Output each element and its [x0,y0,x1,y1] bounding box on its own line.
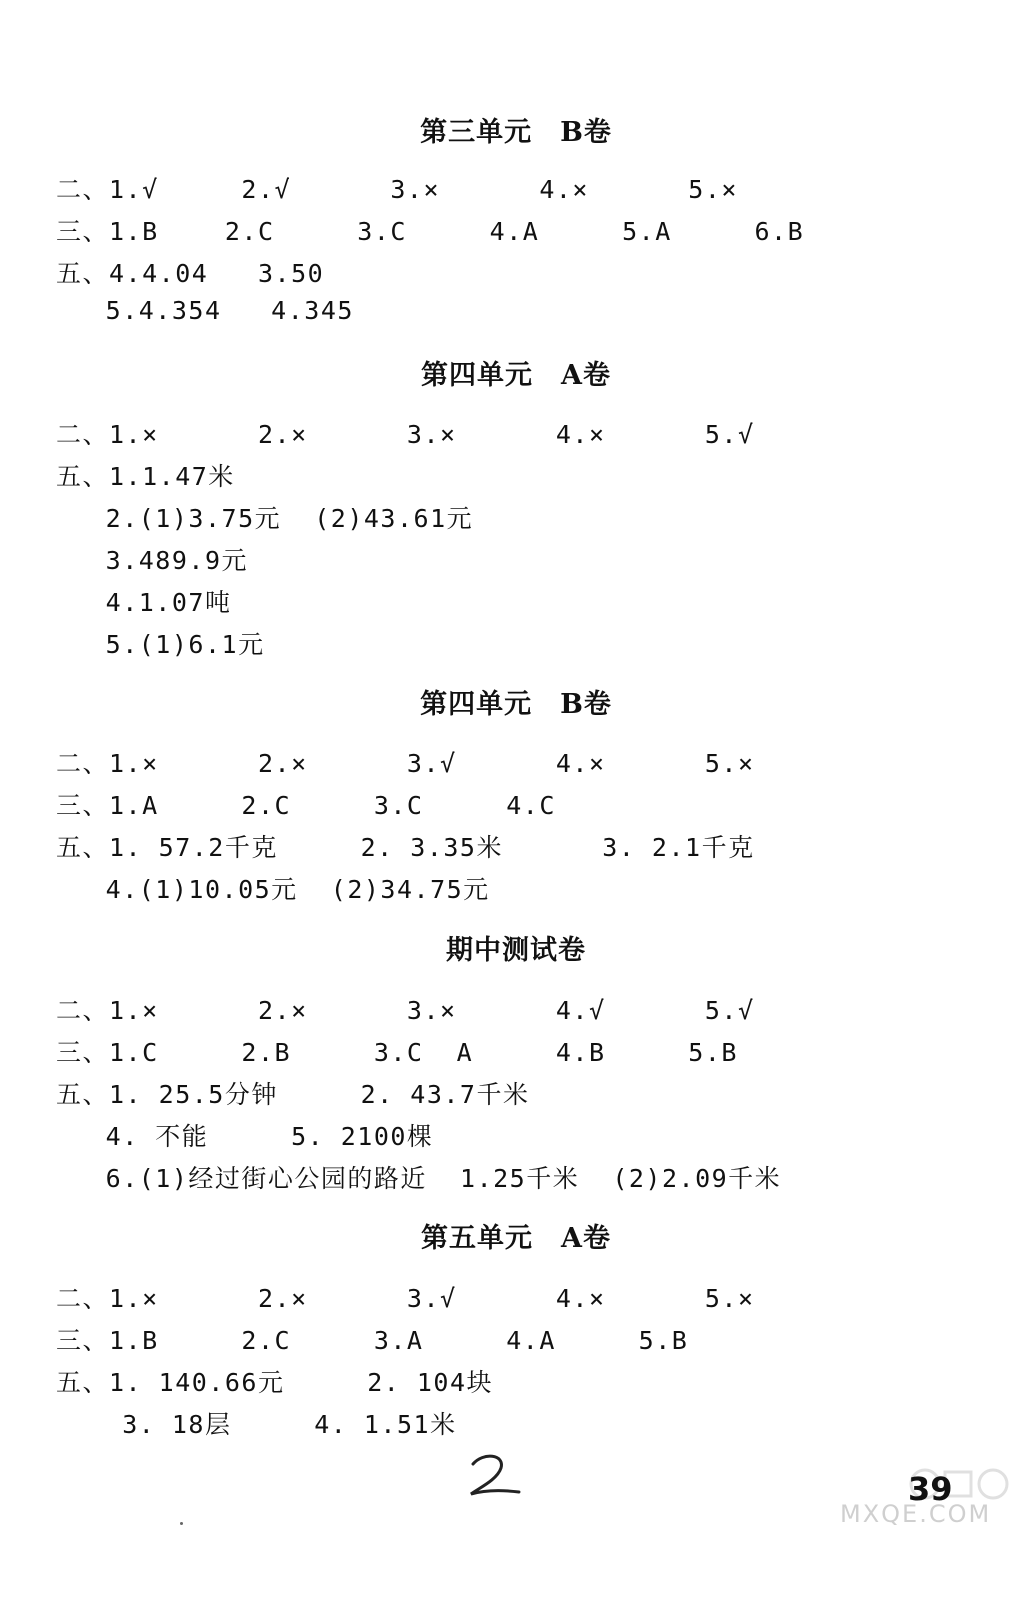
answer-line: 三、1.C 2.B 3.C A 4.B 5.B [56,1038,738,1067]
section-title: 第四单元 A卷 [421,360,611,391]
answer-line: 4. 不能 5. 2100棵 [56,1122,434,1151]
section-title: 期中测试卷 [446,935,586,966]
answer-line: 三、1.A 2.C 3.C 4.C [56,791,556,820]
answer-line: 二、1.√ 2.√ 3.× 4.× 5.× [56,175,738,204]
answer-line: 4.(1)10.05元 (2)34.75元 [56,875,490,904]
answer-line: 二、1.× 2.× 3.× 4.× 5.√ [56,420,755,449]
answer-line: 3. 18层 4. 1.51米 [56,1410,457,1439]
answer-line: 五、4.4.04 3.50 [56,259,325,288]
answer-line: 二、1.× 2.× 3.√ 4.× 5.× [56,1284,755,1313]
answer-line: 三、1.B 2.C 3.C 4.A 5.A 6.B [56,217,805,246]
answer-line: 3.489.9元 [56,546,249,575]
watermark-text: MXQE.COM [840,1500,992,1528]
section-title: 第五单元 A卷 [421,1223,611,1254]
section-title: 第四单元 B卷 [420,689,612,720]
stray-dot [180,1522,183,1525]
answer-line: 二、1.× 2.× 3.× 4.√ 5.√ [56,996,755,1025]
answer-line: 6.(1)经过街心公园的路近 1.25千米 (2)2.09千米 [56,1164,782,1193]
handwritten-mark [465,1450,525,1500]
answer-line: 五、1.1.47米 [56,462,235,491]
answer-line: 二、1.× 2.× 3.√ 4.× 5.× [56,749,755,778]
page-number: 39 [908,1470,953,1508]
section-title: 第三单元 B卷 [420,117,612,148]
answer-line: 2.(1)3.75元 (2)43.61元 [56,504,474,533]
answer-line: 五、1. 57.2千克 2. 3.35米 3. 2.1千克 [56,833,755,862]
answer-line: 5.4.354 4.345 [56,296,354,325]
answer-line: 4.1.07吨 [56,588,232,617]
answer-line: 五、1. 25.5分钟 2. 43.7千米 [56,1080,530,1109]
answer-line: 5.(1)6.1元 [56,630,265,659]
answer-line: 三、1.B 2.C 3.A 4.A 5.B [56,1326,689,1355]
answer-line: 五、1. 140.66元 2. 104块 [56,1368,494,1397]
